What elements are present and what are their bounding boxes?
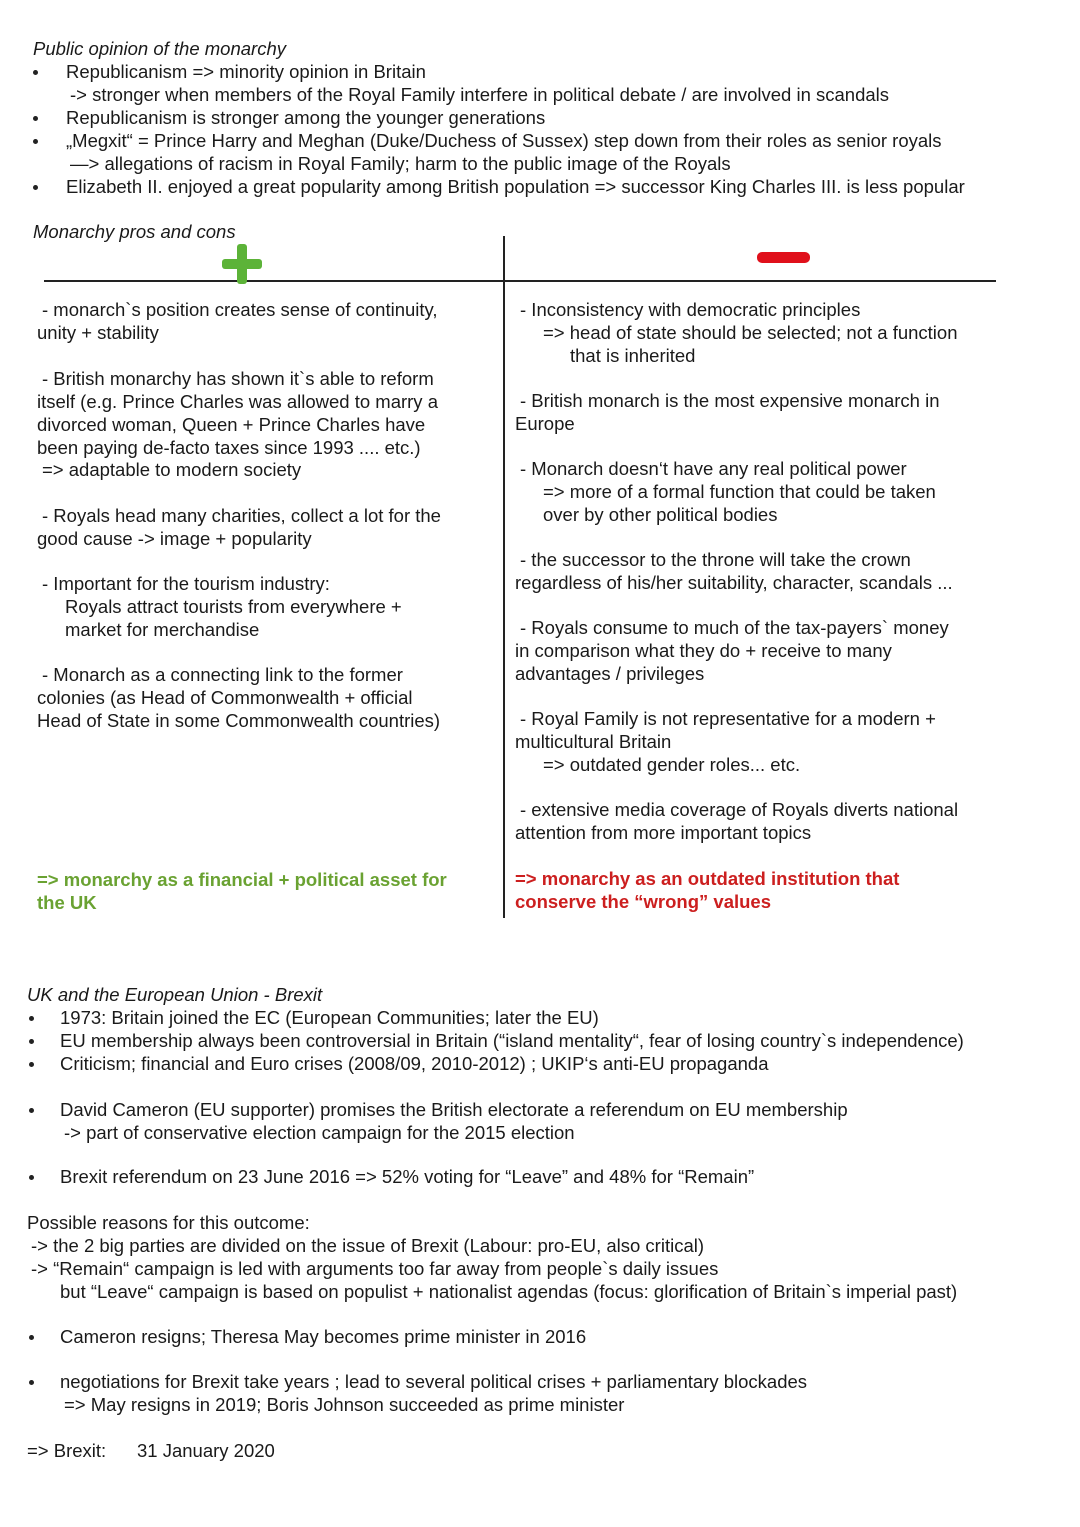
pro-line: market for merchandise xyxy=(65,619,260,640)
con-line: - Monarch doesn‘t have any real political power xyxy=(520,458,907,479)
con-line: Europe xyxy=(515,413,575,434)
pro-line: - British monarchy has shown it`s able to reform xyxy=(42,368,434,389)
con-line: - Inconsistency with democratic principles xyxy=(520,299,861,320)
column-divider xyxy=(503,236,505,918)
cons-conclusion: conserve the “wrong” values xyxy=(515,891,772,912)
con-line: over by other political bodies xyxy=(543,504,778,525)
section-heading-brexit: UK and the European Union - Brexit xyxy=(27,984,323,1005)
bullet xyxy=(29,1016,34,1021)
pro-line: divorced woman, Queen + Prince Charles have xyxy=(37,414,426,435)
pro-line: - monarch`s position creates sense of continuity, xyxy=(42,299,438,320)
reasons-heading: Possible reasons for this outcome: xyxy=(27,1212,310,1233)
pro-line: Head of State in some Commonwealth countries) xyxy=(37,710,441,731)
pro-line: been paying de-facto taxes since 1993 .... etc.) xyxy=(37,437,421,458)
con-line: in comparison what they do + receive to many xyxy=(515,640,892,661)
reason-line: -> “Remain“ campaign is led with arguments too far away from people`s daily issues xyxy=(31,1258,719,1279)
pro-line: - Important for the tourism industry: xyxy=(42,573,330,594)
brexit-final-date: 31 January 2020 xyxy=(137,1440,275,1461)
header-rule xyxy=(44,280,996,282)
opinion-line-2: -> stronger when members of the Royal Family interfere in political debate / are involved in scandals xyxy=(70,84,890,105)
con-line: - extensive media coverage of Royals diverts national xyxy=(520,799,959,820)
opinion-line-4: „Megxit“ = Prince Harry and Meghan (Duke/Duchess of Sussex) step down from their roles as senior royals xyxy=(66,130,942,151)
opinion-line-1: Republicanism => minority opinion in Britain xyxy=(66,61,426,82)
pros-conclusion: => monarchy as a financial + political asset for xyxy=(37,869,447,890)
pro-line: => adaptable to modern society xyxy=(42,459,302,480)
brexit-line: Criticism; financial and Euro crises (2008/09, 2010-2012) ; UKIP‘s anti-EU propaganda xyxy=(60,1053,769,1074)
bullet xyxy=(33,116,38,121)
con-line: - Royal Family is not representative for a modern + xyxy=(520,708,936,729)
brexit-line: negotiations for Brexit take years ; lead to several political crises + parliamentary blockades xyxy=(60,1371,808,1392)
con-line: regardless of his/her suitability, character, scandals ... xyxy=(515,572,953,593)
con-line: advantages / privileges xyxy=(515,663,705,684)
pro-line: unity + stability xyxy=(37,322,159,343)
bullet xyxy=(29,1175,34,1180)
section-heading-public-opinion: Public opinion of the monarchy xyxy=(33,38,286,59)
brexit-line: Cameron resigns; Theresa May becomes prime minister in 2016 xyxy=(60,1326,587,1347)
pro-line: itself (e.g. Prince Charles was allowed to marry a xyxy=(37,391,438,412)
opinion-line-6: Elizabeth II. enjoyed a great popularity among British population => successor King Charles III. is less popular xyxy=(66,176,965,197)
pro-line: Royals attract tourists from everywhere + xyxy=(65,596,402,617)
brexit-line: => May resigns in 2019; Boris Johnson succeeded as prime minister xyxy=(64,1394,625,1415)
con-line: - British monarch is the most expensive monarch in xyxy=(520,390,940,411)
opinion-line-3: Republicanism is stronger among the younger generations xyxy=(66,107,546,128)
bullet xyxy=(33,185,38,190)
brexit-line: EU membership always been controversial in Britain (“island mentality“, fear of losing country`s independence) xyxy=(60,1030,964,1051)
reason-line: but “Leave“ campaign is based on populist + nationalist agendas (focus: glorification of Britain`s imperial past) xyxy=(60,1281,958,1302)
con-line: => head of state should be selected; not a function xyxy=(543,322,958,343)
brexit-line: David Cameron (EU supporter) promises the British electorate a referendum on EU membership xyxy=(60,1099,848,1120)
bullet xyxy=(29,1062,34,1067)
minus-icon xyxy=(757,252,810,263)
bullet xyxy=(33,139,38,144)
brexit-line: 1973: Britain joined the EC (European Communities; later the EU) xyxy=(60,1007,599,1028)
bullet xyxy=(33,70,38,75)
bullet xyxy=(29,1108,34,1113)
pro-line: good cause -> image + popularity xyxy=(37,528,312,549)
brexit-final-label: => Brexit: xyxy=(27,1440,107,1461)
bullet xyxy=(29,1380,34,1385)
pro-line: - Monarch as a connecting link to the former xyxy=(42,664,403,685)
pros-conclusion: the UK xyxy=(37,892,97,913)
cons-conclusion: => monarchy as an outdated institution that xyxy=(515,868,900,889)
bullet xyxy=(29,1039,34,1044)
con-line: multicultural Britain xyxy=(515,731,672,752)
plus-icon xyxy=(237,244,247,284)
con-line: => outdated gender roles... etc. xyxy=(543,754,801,775)
con-line: - Royals consume to much of the tax-payers` money xyxy=(520,617,949,638)
section-heading-pros-cons: Monarchy pros and cons xyxy=(33,221,236,242)
brexit-line: Brexit referendum on 23 June 2016 => 52% voting for “Leave” and 48% for “Remain” xyxy=(60,1166,755,1187)
con-line: - the successor to the throne will take the crown xyxy=(520,549,911,570)
con-line: => more of a formal function that could be taken xyxy=(543,481,936,502)
con-line: that is inherited xyxy=(570,345,696,366)
brexit-line: -> part of conservative election campaign for the 2015 election xyxy=(64,1122,575,1143)
bullet xyxy=(29,1335,34,1340)
con-line: attention from more important topics xyxy=(515,822,812,843)
pro-line: colonies (as Head of Commonwealth + official xyxy=(37,687,413,708)
pro-line: - Royals head many charities, collect a lot for the xyxy=(42,505,441,526)
opinion-line-5: —> allegations of racism in Royal Family; harm to the public image of the Royals xyxy=(70,153,731,174)
reason-line: -> the 2 big parties are divided on the issue of Brexit (Labour: pro-EU, also critical) xyxy=(31,1235,705,1256)
